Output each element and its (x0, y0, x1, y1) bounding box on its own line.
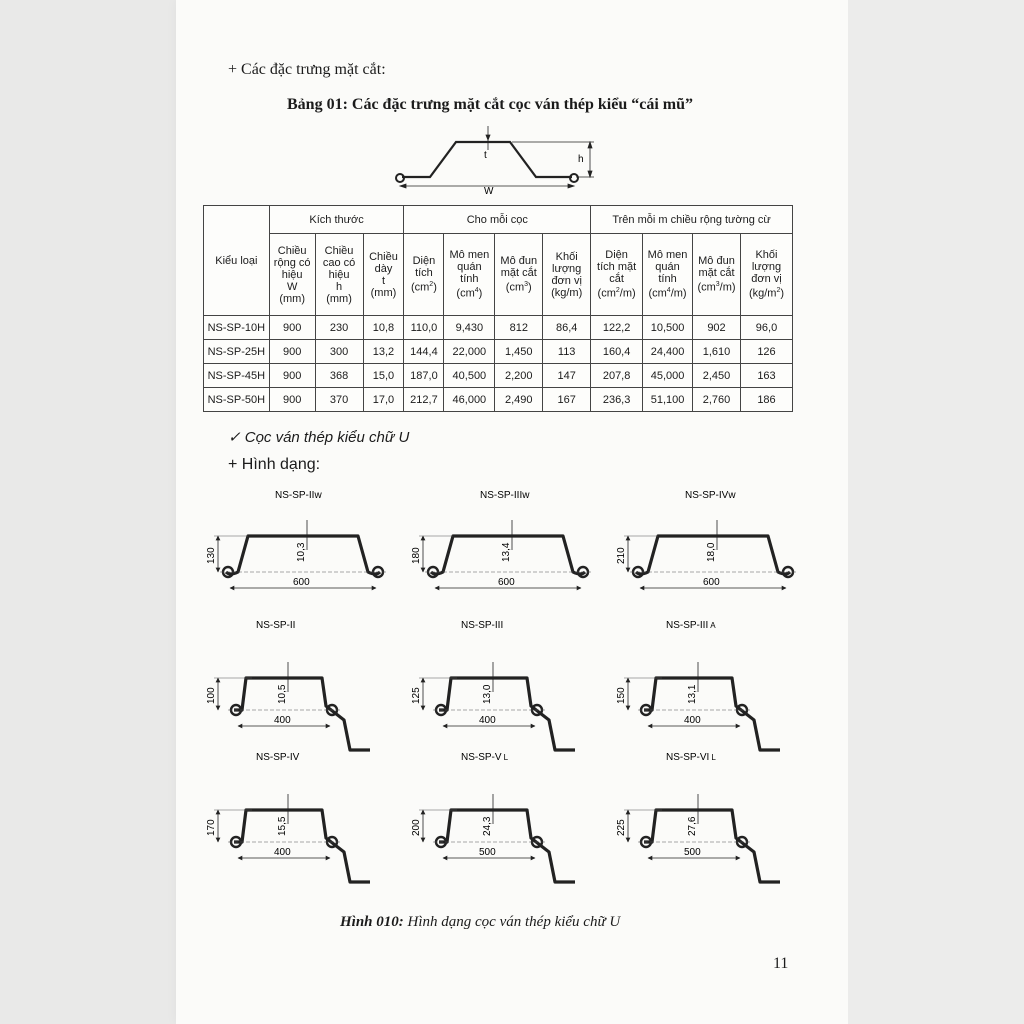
u-profile-drawing (411, 490, 593, 588)
table-cell: 51,100 (643, 388, 693, 412)
profile-name-label: NS-SP-VI L (666, 752, 716, 763)
profile-height-label: 125 (411, 687, 422, 704)
profile-width-label: 600 (498, 577, 515, 588)
table-cell: 13,2 (363, 340, 404, 364)
table-cell: 900 (269, 340, 315, 364)
profile-height-label: 225 (616, 819, 627, 836)
table-cell: 10,500 (643, 316, 693, 340)
hat-profile-diagram (392, 120, 602, 196)
table-cell: 300 (315, 340, 363, 364)
u-profile-drawing (411, 620, 575, 750)
table-row (204, 388, 793, 412)
profile-name-label: NS-SP-IV (256, 752, 300, 763)
table-cell: 2,760 (693, 388, 741, 412)
table-cell: 122,2 (591, 316, 643, 340)
profile-width-label: 400 (274, 715, 291, 726)
table-cell: 86,4 (543, 316, 591, 340)
profile-height-label: 130 (206, 547, 217, 564)
table-cell: 902 (693, 316, 741, 340)
table-cell: 22,000 (444, 340, 495, 364)
subheading-shape: + Hình dạng: (228, 456, 321, 473)
table-cell: 236,3 (591, 388, 643, 412)
page-number: 11 (773, 955, 789, 972)
header-group-size: Kích thước (269, 206, 404, 234)
table-cell: 2,200 (495, 364, 543, 388)
header-group-wall: Trên mỗi m chiều rộng tường cừ (591, 206, 793, 234)
u-profile-drawing (206, 752, 370, 882)
hat-label-t: t (484, 150, 487, 161)
profile-width-label: 400 (274, 847, 291, 858)
header-mass-pile: Khối lượng đơn vị (kg/m) (543, 234, 591, 316)
header-width: Chiều rộng có hiệu W (mm) (269, 234, 315, 316)
profile-thickness-label: 13,1 (687, 684, 698, 704)
table-cell: 167 (543, 388, 591, 412)
u-profile-drawing (616, 752, 780, 882)
header-group-pile: Cho mỗi cọc (404, 206, 591, 234)
table-cell: 370 (315, 388, 363, 412)
table-cell: 110,0 (404, 316, 444, 340)
table-cell: 40,500 (444, 364, 495, 388)
table-row (204, 364, 793, 388)
table-cell: 900 (269, 316, 315, 340)
table-cell: 186 (740, 388, 792, 412)
table-cell: 163 (740, 364, 792, 388)
table-cell: 10,8 (363, 316, 404, 340)
table-cell: 368 (315, 364, 363, 388)
hat-label-w: W (484, 186, 494, 196)
profile-height-label: 200 (411, 819, 422, 836)
table-cell: 187,0 (404, 364, 444, 388)
header-modulus-wall: Mô đun mặt cắt $(cm^3/m)$ (693, 234, 741, 316)
profile-thickness-label: 24,3 (482, 816, 493, 836)
profile-thickness-label: 13,4 (501, 542, 512, 562)
table-cell: 147 (543, 364, 591, 388)
table-cell: 230 (315, 316, 363, 340)
profile-name-label: NS-SP-IIIw (480, 490, 530, 501)
profile-width-label: 400 (684, 715, 701, 726)
u-profile-figure (200, 488, 820, 908)
table-cell: 207,8 (591, 364, 643, 388)
profile-width-label: 500 (479, 847, 496, 858)
figure-caption: Hình 010: Hình dạng cọc ván thép kiểu chữ U (340, 914, 621, 930)
table-cell: 113 (543, 340, 591, 364)
profile-width-label: 500 (684, 847, 701, 858)
table-cell: NS-SP-10H (204, 316, 270, 340)
profile-height-label: 170 (206, 819, 217, 836)
table-row (204, 316, 793, 340)
table-cell: 24,400 (643, 340, 693, 364)
table-cell: 45,000 (643, 364, 693, 388)
table-cell: 144,4 (404, 340, 444, 364)
profile-thickness-label: 18,0 (706, 542, 717, 562)
profile-width-label: 400 (479, 715, 496, 726)
table-cell: 1,610 (693, 340, 741, 364)
u-profile-drawing (206, 620, 370, 750)
table-cell: 2,450 (693, 364, 741, 388)
section-heading: + Các đặc trưng mặt cắt: (228, 61, 386, 78)
u-profile-drawing (616, 490, 798, 588)
table-cell: 1,450 (495, 340, 543, 364)
table-cell: 9,430 (444, 316, 495, 340)
subheading-u-type: ✓ Cọc ván thép kiểu chữ U (228, 429, 410, 446)
profile-width-label: 600 (293, 577, 310, 588)
left-background (0, 0, 176, 1024)
table-cell: 17,0 (363, 388, 404, 412)
profile-height-label: 100 (206, 687, 217, 704)
right-background (848, 0, 1024, 1024)
header-inertia-pile: Mô men quán tính $(cm^4)$ (444, 234, 495, 316)
profile-name-label: NS-SP-III A (666, 620, 716, 631)
header-height: Chiều cao có hiệu h (mm) (315, 234, 363, 316)
table-cell: 812 (495, 316, 543, 340)
table-title: Bảng 01: Các đặc trưng mặt cắt cọc ván thép kiểu “cái mũ” (287, 96, 694, 113)
profile-name-label: NS-SP-III (461, 620, 504, 631)
table-cell: 900 (269, 364, 315, 388)
profile-height-label: 180 (411, 547, 422, 564)
table-cell: 900 (269, 388, 315, 412)
profile-thickness-label: 15,5 (277, 816, 288, 836)
profile-thickness-label: 13,0 (482, 684, 493, 704)
u-profile-drawing (411, 752, 575, 882)
u-profile-drawing (616, 620, 780, 750)
profile-thickness-label: 27,6 (687, 816, 698, 836)
profile-name-label: NS-SP-V L (461, 752, 509, 763)
table-row (204, 340, 793, 364)
table-cell: 126 (740, 340, 792, 364)
header-thickness: Chiều dày t (mm) (363, 234, 404, 316)
header-mass-wall: Khối lượng đơn vị $(kg/m^2)$ (740, 234, 792, 316)
profile-width-label: 600 (703, 577, 720, 588)
table-cell: 212,7 (404, 388, 444, 412)
hat-label-h: h (578, 154, 584, 165)
profile-name-label: NS-SP-II (256, 620, 296, 631)
table-cell: NS-SP-50H (204, 388, 270, 412)
section-properties-table (203, 205, 793, 412)
profile-name-label: NS-SP-IVw (685, 490, 736, 501)
header-modulus-pile: Mô đun mặt cắt $(cm^3)$ (495, 234, 543, 316)
table-cell: 96,0 (740, 316, 792, 340)
profile-name-label: NS-SP-IIw (275, 490, 322, 501)
header-area-pile: Diện tích $(cm^2)$ (404, 234, 444, 316)
header-inertia-wall: Mô men quán tính $(cm^4/m)$ (643, 234, 693, 316)
table-cell: 2,490 (495, 388, 543, 412)
table-cell: NS-SP-45H (204, 364, 270, 388)
table-cell: 15,0 (363, 364, 404, 388)
profile-height-label: 150 (616, 687, 627, 704)
table-cell: 160,4 (591, 340, 643, 364)
table-cell: NS-SP-25H (204, 340, 270, 364)
profile-thickness-label: 10,5 (277, 684, 288, 704)
table-cell: 46,000 (444, 388, 495, 412)
profile-height-label: 210 (616, 547, 627, 564)
header-type: Kiểu loại (204, 206, 270, 316)
profile-thickness-label: 10,3 (296, 542, 307, 562)
header-area-wall: Diện tích mặt cắt $(cm^2/m)$ (591, 234, 643, 316)
u-profile-drawing (206, 490, 388, 588)
